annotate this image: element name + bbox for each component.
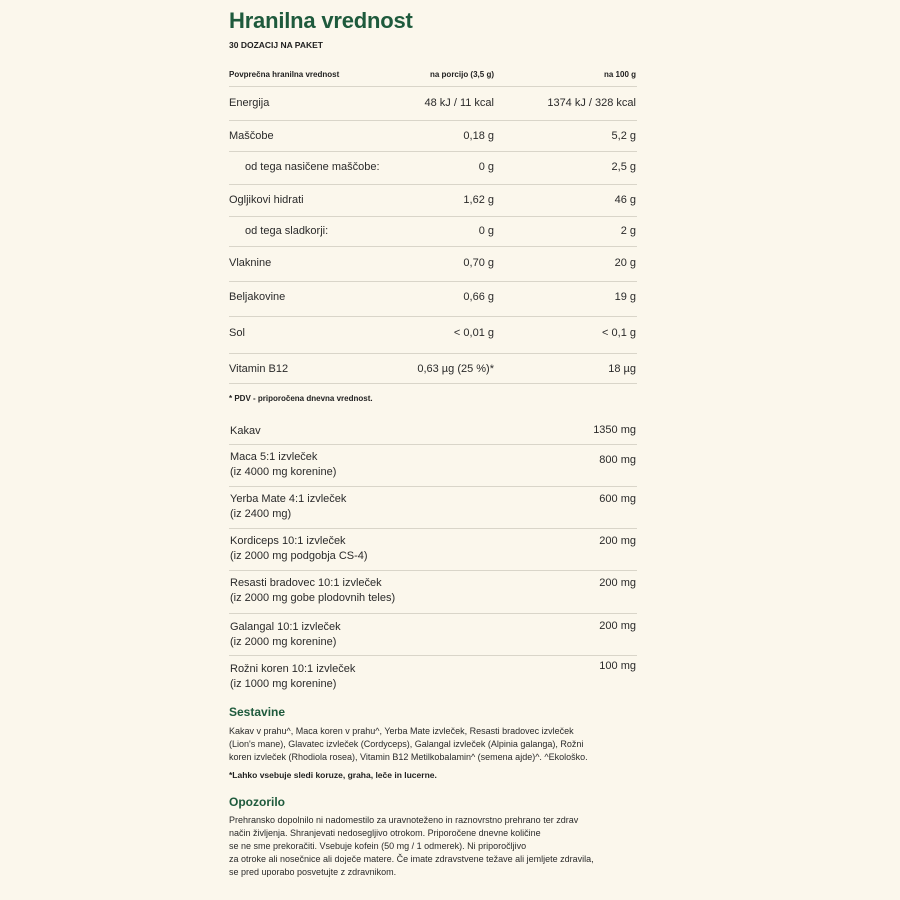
servings-per-pack: 30 DOZACIJ NA PAKET: [229, 40, 323, 50]
ingredients-heading: Sestavine: [229, 705, 286, 719]
table-row: [229, 86, 637, 120]
table-row: [229, 571, 637, 614]
ingredient-name: Resasti bradovec 10:1 izvleček: [230, 577, 382, 589]
per-100g-value: 2,5 g: [611, 161, 636, 173]
ingredient-amount: 600 mg: [599, 493, 636, 505]
per-serving-value: 0,70 g: [463, 257, 494, 269]
table-row: [229, 353, 637, 384]
nutrient-name: Energija: [229, 97, 270, 109]
ingredient-amount: 200 mg: [599, 620, 636, 632]
ingredients-text: Kakav v prahu^, Maca koren v prahu^, Yerba Mate izvleček, Resasti bradovec izvleček (Lion's mane), Glavatec izvleček (Cordyceps), Galangal izvleček (Alpinia galanga), Rožni koren izvleček (Rhodiola rosea), Vitamin B12 Metilkobalamin^ (semena ajde)^. ^Ekološko.: [229, 726, 588, 762]
table-row: [229, 614, 637, 656]
table-row: [229, 316, 637, 353]
per-100g-value: 20 g: [614, 257, 636, 269]
warning-text: Prehransko dopolnilo ni nadomestilo za uravnoteženo in raznovrstno prehrano ter zdrav način življenja. Shranjevati nedosegljivo otrokom. Priporočene dnevne količine se ne sme prekoračiti. Vsebuje kofein (50 mg / 1 odmerek). Ni priporočljivo za otroke ali nosečnice ali doječe matere. Če imate zdravstvene težave ali jemljete zdravila, se pred uporabo posvetujte z zdravnikom.: [229, 815, 594, 877]
table-row: [229, 487, 637, 529]
table-row: [229, 216, 637, 246]
per-serving-value: 1,62 g: [463, 194, 494, 206]
nutrient-name: Ogljikovi hidrati: [229, 194, 304, 206]
ingredient-source: (iz 4000 mg korenine): [230, 466, 337, 478]
per-100g-value: 46 g: [614, 194, 636, 206]
per-serving-value: 0,63 µg (25 %)*: [417, 363, 494, 375]
ingredient-name: Rožni koren 10:1 izvleček: [230, 663, 356, 675]
header-per-100g: na 100 g: [603, 70, 636, 79]
table-row: [229, 246, 637, 281]
header-per-serving: na porcijo (3,5 g): [429, 70, 494, 79]
per-100g-value: < 0,1 g: [602, 327, 636, 339]
nutrient-name: od tega nasičene maščobe:: [245, 161, 380, 173]
per-100g-value: 2 g: [620, 225, 636, 237]
header-name: Povprečna hranilna vrednost: [229, 70, 340, 79]
per-100g-value: 5,2 g: [611, 130, 636, 142]
table-row: [229, 184, 637, 216]
warning-heading: Opozorilo: [229, 795, 285, 809]
table-row: [229, 120, 637, 151]
per-serving-value: 0,18 g: [463, 130, 494, 142]
table-row: [229, 529, 637, 571]
table-row: [229, 420, 637, 445]
ingredient-amount: 800 mg: [599, 454, 636, 466]
ingredient-source: (iz 2000 mg podgobja CS-4): [230, 550, 368, 562]
ingredient-name: Yerba Mate 4:1 izvleček: [230, 493, 347, 505]
per-serving-value: < 0,01 g: [453, 327, 494, 339]
nutrient-name: Vitamin B12: [229, 363, 289, 375]
allergen-note: *Lahko vsebuje sledi koruze, graha, leče in lucerne.: [229, 770, 437, 780]
nutrient-name: Beljakovine: [229, 291, 286, 303]
ingredient-name: Kordiceps 10:1 izvleček: [230, 535, 346, 547]
per-serving-value: 48 kJ / 11 kcal: [424, 97, 494, 109]
ingredient-source: (iz 1000 mg korenine): [230, 678, 337, 690]
table-row: [229, 656, 637, 696]
ingredient-name: Kakav: [230, 425, 261, 437]
nutrient-name: Sol: [229, 327, 245, 339]
per-100g-value: 18 µg: [608, 363, 636, 375]
nutrient-name: od tega sladkorji:: [245, 225, 329, 237]
ingredient-amount: 1350 mg: [593, 424, 636, 436]
ingredient-amount: 200 mg: [599, 577, 636, 589]
table-row: [229, 151, 637, 184]
per-100g-value: 19 g: [614, 291, 636, 303]
ingredient-source: (iz 2000 mg korenine): [230, 636, 337, 648]
ingredient-source: (iz 2400 mg): [230, 508, 292, 520]
per-serving-value: 0 g: [478, 161, 494, 173]
ingredient-amount: 200 mg: [599, 535, 636, 547]
page-title: Hranilna vrednost: [229, 8, 413, 33]
table-row: [229, 281, 637, 316]
active-ingredients-table: [229, 420, 637, 696]
per-serving-value: 0,66 g: [463, 291, 494, 303]
nutrient-name: Maščobe: [229, 130, 274, 142]
ingredient-amount: 100 mg: [599, 660, 636, 672]
nutrient-name: Vlaknine: [229, 257, 272, 269]
nutrition-table-header: [229, 70, 637, 84]
pdv-footnote: * PDV - priporočena dnevna vrednost.: [229, 394, 373, 403]
per-serving-value: 0 g: [478, 225, 494, 237]
ingredient-name: Maca 5:1 izvleček: [230, 451, 318, 463]
table-row: [229, 445, 637, 487]
per-100g-value: 1374 kJ / 328 kcal: [547, 97, 636, 109]
ingredient-source: (iz 2000 mg gobe plodovnih teles): [230, 592, 396, 604]
nutrition-table: [229, 86, 637, 384]
ingredient-name: Galangal 10:1 izvleček: [230, 621, 341, 633]
